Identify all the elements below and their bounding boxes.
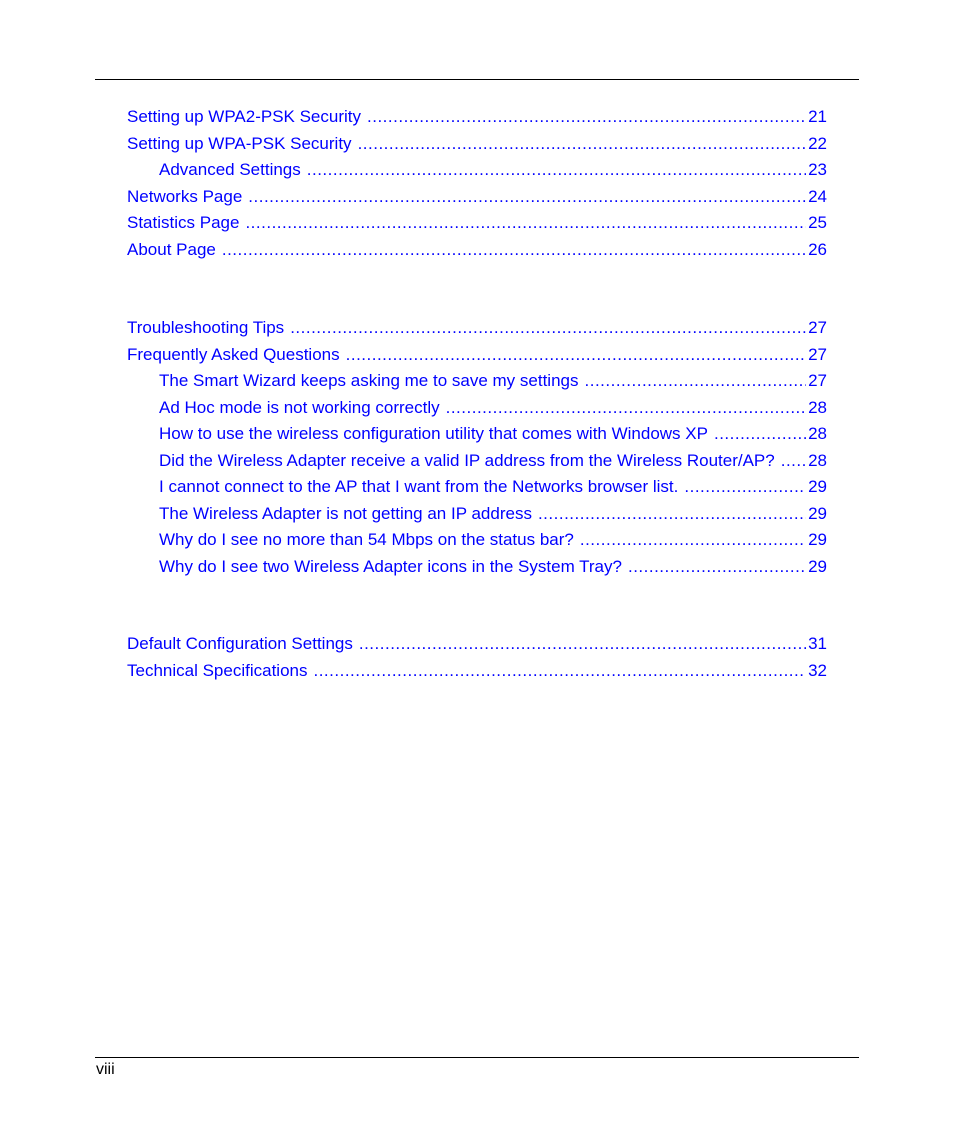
toc-entry-title: Ad Hoc mode is not working correctly — [159, 397, 440, 417]
toc-entry-title: Networks Page — [127, 186, 243, 206]
toc-leader-dots — [346, 342, 806, 369]
toc-entry-page: 27 — [808, 318, 827, 337]
toc-leader-dots — [307, 157, 806, 184]
toc-leader-dots — [781, 448, 806, 475]
toc-entry-page: 27 — [808, 371, 827, 390]
toc-entry-page: 27 — [808, 344, 827, 364]
toc-entry-title: How to use the wireless configuration utility that comes with Windows XP — [159, 424, 708, 443]
toc-leader-dots — [358, 131, 807, 158]
toc-entry[interactable] — [127, 157, 827, 184]
toc-entry-page: 28 — [808, 450, 827, 470]
toc-leader-dots — [714, 421, 806, 448]
header-rule — [95, 79, 859, 80]
toc-leader-dots — [580, 527, 806, 554]
toc-entry-page: 29 — [808, 477, 827, 496]
toc-entry-page: 23 — [808, 160, 827, 179]
toc-entry-page: 28 — [808, 424, 827, 443]
toc-entry[interactable] — [127, 448, 827, 475]
toc-entry-title: Default Configuration Settings — [127, 634, 353, 653]
toc-section-3 — [127, 631, 827, 684]
toc-leader-dots — [248, 184, 806, 211]
toc-entry-page: 22 — [808, 133, 827, 153]
toc-entry[interactable] — [127, 315, 827, 342]
toc-entry-page: 24 — [808, 186, 827, 206]
toc-leader-dots — [628, 554, 806, 581]
toc-entry[interactable] — [127, 342, 827, 369]
toc-section-2 — [127, 315, 827, 580]
toc-leader-dots — [290, 315, 806, 342]
toc-entry[interactable] — [127, 631, 827, 658]
toc-entry[interactable] — [127, 131, 827, 158]
toc-entry-page: 28 — [808, 397, 827, 417]
toc-entry-title: Why do I see two Wireless Adapter icons in the System Tray? — [159, 556, 622, 576]
footer-rule — [95, 1057, 859, 1058]
toc-entry-title: The Smart Wizard keeps asking me to save my settings — [159, 371, 579, 390]
toc-entry[interactable] — [127, 104, 827, 131]
toc-entry[interactable] — [127, 368, 827, 395]
toc-entry-page: 21 — [808, 107, 827, 126]
toc-entry-title: About Page — [127, 239, 216, 259]
toc-leader-dots — [367, 104, 806, 131]
toc-entry-page: 32 — [808, 660, 827, 680]
toc-entry[interactable] — [127, 184, 827, 211]
toc-entry-title: Troubleshooting Tips — [127, 318, 285, 337]
toc-entry-title: Advanced Settings — [159, 160, 301, 179]
toc-entry[interactable] — [127, 474, 827, 501]
toc-entry-title: Why do I see no more than 54 Mbps on the status bar? — [159, 530, 574, 549]
toc-entry[interactable] — [127, 527, 827, 554]
toc-entry[interactable] — [127, 421, 827, 448]
toc-entry-page: 26 — [808, 239, 827, 259]
toc-leader-dots — [684, 474, 806, 501]
toc-entry-title: The Wireless Adapter is not getting an IP address — [159, 503, 532, 523]
toc-leader-dots — [538, 501, 806, 528]
toc-entry[interactable] — [127, 237, 827, 264]
toc-entry[interactable] — [127, 554, 827, 581]
toc-leader-dots — [245, 210, 806, 237]
toc-leader-dots — [359, 631, 806, 658]
toc-leader-dots — [222, 237, 806, 264]
toc-entry-title: Setting up WPA-PSK Security — [127, 133, 352, 153]
toc-entry-title: Frequently Asked Questions — [127, 344, 340, 364]
toc-leader-dots — [585, 368, 807, 395]
toc-section-1 — [127, 104, 827, 263]
toc-entry-page: 29 — [808, 556, 827, 576]
toc-entry-page: 31 — [808, 634, 827, 653]
toc-entry-title: Setting up WPA2-PSK Security — [127, 107, 362, 126]
toc-entry[interactable] — [127, 501, 827, 528]
toc-leader-dots — [313, 658, 806, 685]
toc-entry-page: 29 — [808, 503, 827, 523]
toc-entry-page: 25 — [808, 213, 827, 232]
toc-entry[interactable] — [127, 658, 827, 685]
toc-leader-dots — [446, 395, 806, 422]
toc-entry-page: 29 — [808, 530, 827, 549]
toc-entry-title: I cannot connect to the AP that I want from the Networks browser list. — [159, 477, 679, 496]
toc-entry[interactable] — [127, 395, 827, 422]
toc-entry-title: Technical Specifications — [127, 660, 308, 680]
toc-entry-title: Statistics Page — [127, 213, 240, 232]
page-number: viii — [96, 1061, 115, 1078]
toc-entry[interactable] — [127, 210, 827, 237]
toc-entry-title: Did the Wireless Adapter receive a valid IP address from the Wireless Router/AP? — [159, 450, 775, 470]
